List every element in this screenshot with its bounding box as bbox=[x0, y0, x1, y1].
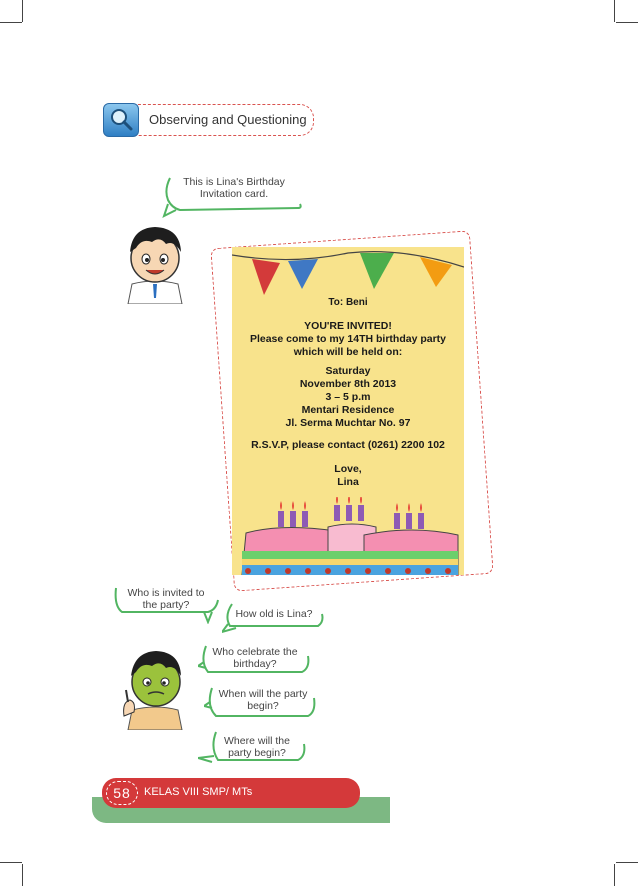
crop-mark bbox=[616, 22, 638, 23]
speech-bubble-outline bbox=[160, 170, 305, 220]
page-number: 58 bbox=[106, 781, 138, 805]
card-sender: Lina bbox=[337, 476, 359, 488]
speech-bubble-outline bbox=[198, 728, 310, 768]
section-header bbox=[103, 103, 313, 137]
speech-bubble-question-2: How old is Lina? bbox=[235, 608, 313, 620]
crop-mark bbox=[0, 862, 22, 863]
speech-bubble-question-1: Who is invited to the party? bbox=[127, 587, 205, 611]
invitation-card bbox=[232, 247, 464, 575]
card-line-2: which will be held on: bbox=[293, 346, 403, 358]
crop-mark bbox=[614, 0, 615, 22]
speech-bubble-outline bbox=[222, 600, 326, 634]
crop-mark bbox=[614, 864, 615, 886]
speech-bubble-question-4: When will the party begin? bbox=[218, 688, 308, 712]
section-title: Observing and Questioning bbox=[149, 112, 307, 127]
boy-character-avatar bbox=[122, 222, 188, 304]
crop-mark bbox=[0, 22, 22, 23]
card-headline: YOU'RE INVITED! bbox=[304, 320, 392, 332]
boy-thinking-avatar bbox=[116, 646, 190, 730]
magnifier-icon bbox=[103, 103, 139, 137]
speech-bubble-outline bbox=[204, 682, 320, 724]
speech-bubble-question-3: Who celebrate the birthday? bbox=[212, 646, 298, 670]
card-address: Jl. Serma Muchtar No. 97 bbox=[285, 417, 411, 429]
card-rsvp: R.S.V.P, please contact (0261) 2200 102 bbox=[251, 439, 445, 451]
card-day: Saturday bbox=[325, 365, 371, 377]
speech-bubble-intro: This is Lina's Birthday Invitation card. bbox=[183, 176, 285, 200]
birthday-cakes-illustration bbox=[232, 497, 464, 575]
crop-mark bbox=[616, 862, 638, 863]
crop-mark bbox=[22, 0, 23, 22]
card-time: 3 – 5 p.m bbox=[325, 391, 371, 403]
speech-bubble-outline bbox=[198, 640, 314, 682]
card-closing: Love, bbox=[334, 463, 362, 475]
footer-label: KELAS VIII SMP/ MTs bbox=[144, 786, 253, 798]
speech-bubble-outline bbox=[112, 582, 224, 624]
footer-banner bbox=[102, 778, 360, 808]
crop-mark bbox=[22, 864, 23, 886]
card-line-1: Please come to my 14TH birthday party bbox=[249, 333, 447, 345]
card-recipient: To: Beni bbox=[328, 297, 368, 308]
card-date: November 8th 2013 bbox=[299, 378, 397, 390]
speech-bubble-question-5: Where will the party begin? bbox=[224, 735, 290, 759]
card-venue: Mentari Residence bbox=[301, 404, 395, 416]
